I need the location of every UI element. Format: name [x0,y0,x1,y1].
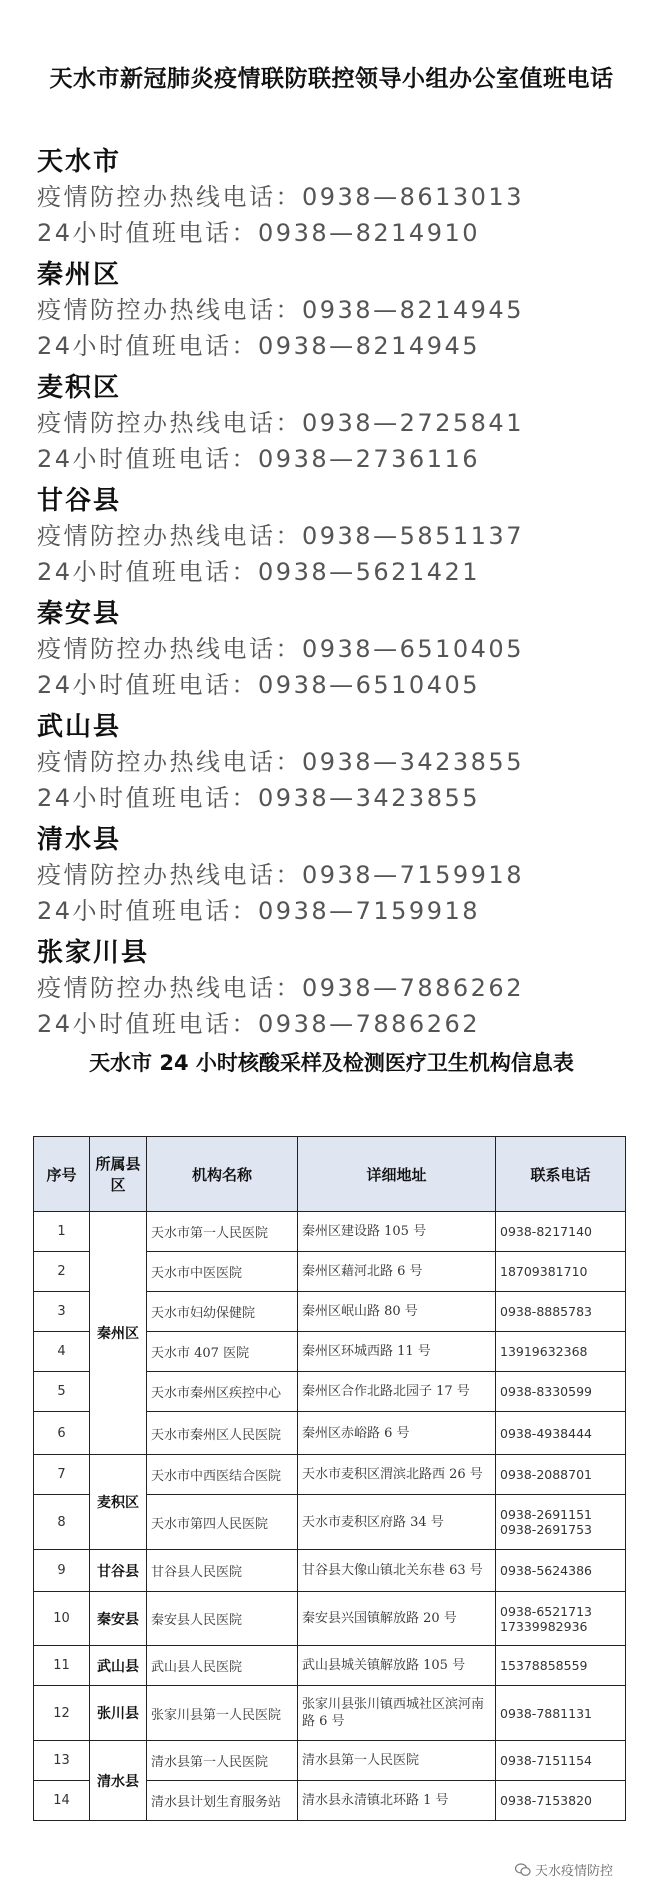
district-name: 天水市 [37,147,122,177]
institution-name: 张家川县第一人民医院 [147,1686,298,1741]
row-index: 12 [34,1686,90,1741]
row-index: 11 [34,1646,90,1686]
hotline-line: 疫情防控办热线电话：0938—5851137 [37,522,524,550]
phone-secondary: 0938-2691753 [500,1522,592,1537]
institution-name: 天水市中医医院 [147,1252,298,1292]
institution-name: 天水市中西医结合医院 [147,1455,298,1495]
duty-line: 24小时值班电话：0938—2736116 [37,445,481,473]
watermark [515,1860,613,1879]
duty-line: 24小时值班电话：0938—5621421 [37,558,481,586]
phone: 0938-7153820 [496,1781,626,1821]
district-block [37,372,647,477]
district-block [37,146,647,251]
phone: 18709381710 [496,1252,626,1292]
table-row [34,1741,626,1781]
table-row [34,1686,626,1741]
table-row [34,1646,626,1686]
address: 秦州区建设路 105 号 [298,1212,496,1252]
hotline-line: 疫情防控办热线电话：0938—7159918 [37,861,524,889]
duty-line: 24小时值班电话：0938—7886262 [37,1010,481,1038]
institution-name: 天水市 407 医院 [147,1332,298,1372]
row-index: 5 [34,1372,90,1412]
address: 秦州区赤峪路 6 号 [298,1412,496,1455]
address: 秦州区岷山路 80 号 [298,1292,496,1332]
hotline-line: 疫情防控办热线电话：0938—8613013 [37,183,524,211]
table-row [34,1455,626,1495]
district-block [37,711,647,816]
district-block [37,485,647,590]
row-index: 9 [34,1550,90,1592]
address: 秦州区环城西路 11 号 [298,1332,496,1372]
district-name: 武山县 [37,712,122,742]
county-cell: 秦州区 [90,1212,147,1455]
hotline-line: 疫情防控办热线电话：0938—7886262 [37,974,524,1002]
district-block [37,598,647,703]
address: 秦州区合作北路北园子 17 号 [298,1372,496,1412]
header-county: 所属县区 [90,1137,147,1212]
institution-name: 甘谷县人民医院 [147,1550,298,1592]
duty-line: 24小时值班电话：0938—8214945 [37,332,481,360]
hotline-line: 疫情防控办热线电话：0938—6510405 [37,635,524,663]
header-phone: 联系电话 [496,1137,626,1212]
row-index: 13 [34,1741,90,1781]
table-row [34,1212,626,1252]
phone: 0938-8885783 [496,1292,626,1332]
duty-line: 24小时值班电话：0938—8214910 [37,219,481,247]
row-index: 4 [34,1332,90,1372]
institution-name: 秦安县人民医院 [147,1592,298,1646]
address: 甘谷县大像山镇北关东巷 63 号 [298,1550,496,1592]
county-cell: 清水县 [90,1741,147,1821]
phone: 0938-8217140 [496,1212,626,1252]
district-name: 清水县 [37,825,122,855]
district-name: 麦积区 [37,373,122,403]
phone-primary: 0938-2691151 [500,1507,592,1522]
row-index: 1 [34,1212,90,1252]
header-institution: 机构名称 [147,1137,298,1212]
phone: 0938-5624386 [496,1550,626,1592]
row-index: 6 [34,1412,90,1455]
phone-primary: 0938-6521713 [500,1603,592,1619]
hotline-line: 疫情防控办热线电话：0938—8214945 [37,296,524,324]
institution-table [33,1136,626,1821]
phone: 0938-2088701 [496,1455,626,1495]
phone [496,1592,626,1646]
table-title: 天水市 24 小时核酸采样及检测医疗卫生机构信息表 [89,1051,574,1075]
header-address: 详细地址 [298,1137,496,1212]
address: 天水市麦积区渭滨北路西 26 号 [298,1455,496,1495]
row-index: 8 [34,1495,90,1550]
county-cell: 武山县 [90,1646,147,1686]
phone: 0938-7151154 [496,1741,626,1781]
address: 张家川县张川镇西城社区滨河南路 6 号 [298,1686,496,1741]
district-block [37,937,647,1042]
county-cell: 麦积区 [90,1455,147,1550]
watermark-text: 天水疫情防控 [535,1864,614,1879]
address: 天水市麦积区府路 34 号 [298,1495,496,1550]
district-name: 甘谷县 [37,486,122,516]
institution-name: 清水县计划生育服务站 [147,1781,298,1821]
phone: 15378858559 [496,1646,626,1686]
county-cell: 甘谷县 [90,1550,147,1592]
table-row [34,1550,626,1592]
district-block [37,259,647,364]
row-index: 3 [34,1292,90,1332]
row-index: 10 [34,1592,90,1646]
address: 秦州区藉河北路 6 号 [298,1252,496,1292]
institution-name: 天水市第一人民医院 [147,1212,298,1252]
address: 秦安县兴国镇解放路 20 号 [298,1592,496,1646]
institution-name: 清水县第一人民医院 [147,1741,298,1781]
row-index: 14 [34,1781,90,1821]
hotline-line: 疫情防控办热线电话：0938—2725841 [37,409,524,437]
page-title: 天水市新冠肺炎疫情联防联控领导小组办公室值班电话 [49,66,614,92]
row-index: 2 [34,1252,90,1292]
institution-name: 天水市秦州区疾控中心 [147,1372,298,1412]
institution-name: 天水市第四人民医院 [147,1495,298,1550]
duty-line: 24小时值班电话：0938—7159918 [37,897,481,925]
wechat-icon [515,1863,531,1877]
institution-name: 天水市妇幼保健院 [147,1292,298,1332]
county-cell: 张川县 [90,1686,147,1741]
phone: 0938-7881131 [496,1686,626,1741]
phone [496,1495,626,1550]
phone: 13919632368 [496,1332,626,1372]
address: 清水县永清镇北环路 1 号 [298,1781,496,1821]
district-name: 张家川县 [37,938,150,968]
header-index: 序号 [34,1137,90,1212]
phone: 0938-8330599 [496,1372,626,1412]
row-index: 7 [34,1455,90,1495]
district-block [37,824,647,929]
phone: 0938-4938444 [496,1412,626,1455]
table-header-row [34,1137,626,1212]
hotline-list [37,146,647,1050]
address: 武山县城关镇解放路 105 号 [298,1646,496,1686]
phone-secondary: 17339982936 [500,1618,588,1634]
institution-name: 武山县人民医院 [147,1646,298,1686]
hotline-line: 疫情防控办热线电话：0938—3423855 [37,748,524,776]
district-name: 秦州区 [37,260,122,290]
district-name: 秦安县 [37,599,122,629]
address: 清水县第一人民医院 [298,1741,496,1781]
institution-name: 天水市秦州区人民医院 [147,1412,298,1455]
duty-line: 24小时值班电话：0938—6510405 [37,671,481,699]
table-row [34,1592,626,1646]
county-cell: 秦安县 [90,1592,147,1646]
duty-line: 24小时值班电话：0938—3423855 [37,784,481,812]
